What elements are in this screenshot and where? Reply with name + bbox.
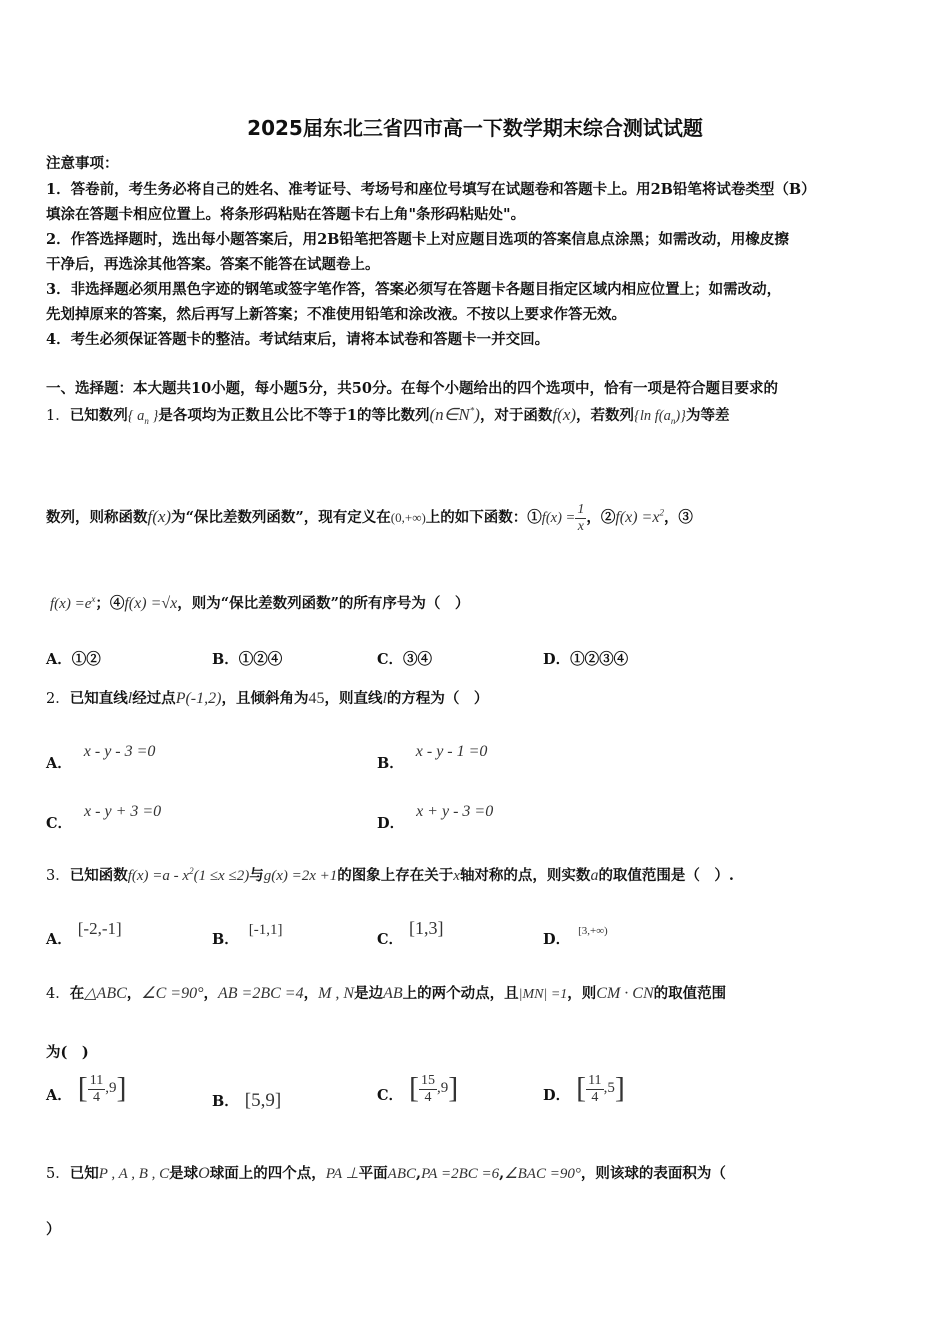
option-d[interactable]: D．①②③④ (543, 651, 629, 668)
option-c[interactable]: C．③④ (377, 651, 433, 668)
option-d[interactable]: D．x + y - 3 =0 (377, 803, 494, 832)
page-title: 2025届东北三省四市高一下数学期末综合测试试题 (247, 116, 703, 140)
option-d[interactable]: D． [3,+∞) (543, 925, 608, 948)
option-d[interactable]: D． [ $\frac{11}{4}$ ,5] (543, 1072, 625, 1105)
math-domain: (0,+∞) (390, 509, 426, 525)
section-heading: 一、选择题：本大题共10小题，每小题5分，共50分。在每个小题给出的四个选项中，恰有一项是符合题目要求的 (46, 380, 778, 397)
math-f3: $f(x) =e^x$ (50, 594, 96, 612)
math-seq: { $a_n$ } (127, 408, 159, 426)
option-b[interactable]: B．[-1,1] (212, 922, 283, 948)
option-c[interactable]: C．[1,3] (377, 918, 444, 948)
math-g: g(x) =2x +1 (263, 868, 338, 884)
option-b[interactable]: B．①②④ (212, 651, 283, 668)
math-fx: f(x) (552, 405, 577, 424)
math-f1: f(x) = $\frac{1}{x}$ (541, 502, 585, 534)
math-lnseq: {ln $f(a_n)$} (634, 408, 686, 426)
math-dot-product: CM · CN (596, 985, 654, 1002)
math-cond: (n∈N*) (429, 405, 480, 424)
option-a[interactable]: A． [ $\frac{11}{4}$ ,9] (46, 1072, 127, 1105)
question-1-cont: $f(x) =e^x$；④f(x) =√x，则为“保比差数列函数”的所有序号为（ ） (50, 594, 470, 612)
math-fx: f(x) (147, 506, 172, 526)
math-f: $f(x) =a - x^2(1 \le x \le 2)$ (127, 866, 250, 884)
option-b[interactable]: B． [5,9] (212, 1090, 282, 1111)
option-a[interactable]: A．x - y - 3 =0 (46, 743, 156, 772)
notice-line: 干净后，再选涂其他答案。答案不能答在试题卷上。 (46, 256, 380, 273)
question-2: 2．已知直线l经过点P(-1,2)，且倾斜角为45，则直线l的方程为（ ） (46, 690, 489, 707)
option-a[interactable]: A．①② (46, 651, 101, 668)
notice-line: 填涂在答题卡相应位置上。将条形码粘贴在答题卡右上角"条形码粘贴处"。 (46, 206, 526, 223)
math-angle: 45 (308, 690, 325, 707)
notice-line: 1．答卷前，考生务必将自己的姓名、准考证号、考场号和座位号填写在试题卷和答题卡上。用2B铅笔将试卷类型（B） (46, 181, 816, 198)
question-4-cont: 为( ) (46, 1044, 89, 1061)
option-a[interactable]: A．[-2,-1] (46, 919, 122, 948)
notice-heading: 注意事项： (46, 155, 119, 172)
question-5-cont: ） (46, 1221, 61, 1238)
question-number: 1． (46, 408, 70, 424)
question-1-cont: 数列，则称函数f(x)为“保比差数列函数”，现有定义在(0,+∞)上的如下函数：①f(x) = $\frac{1}{x}$ ，②f(x) $=x^2$，③ (46, 502, 693, 534)
question-4: 4．在△ABC，∠C =90°，AB =2BC =4，M , N是边AB上的两个动点，且|MN| =1，则CM · CN的取值范围 (46, 985, 727, 1002)
math-f2: $f(x) =x^2$ (615, 507, 664, 526)
notice-line: 先划掉原来的答案，然后再写上新答案；不准使用铅笔和涂改液。不按以上要求作答无效。 (46, 306, 626, 323)
option-c[interactable]: C．x - y + 3 =0 (46, 803, 162, 832)
question-number: 3． (46, 868, 70, 884)
question-1: 1．已知数列{ $a_n$ }是各项均为正数且公比不等于1的等比数列(n∈N*)，对于函数f(x)，若数列{ln $f(a_n)$}为等差 (46, 405, 730, 426)
question-number: 2． (46, 691, 70, 707)
question-5: 5．已知P , A , B , C是球O球面上的四个点，PA ⊥平面ABC,PA =2BC =6,∠BAC =90°，则该球的表面积为（ (46, 1165, 726, 1182)
notice-line: 4．考生必须保证答题卡的整洁。考试结束后，请将本试卷和答题卡一并交回。 (46, 331, 550, 348)
option-b[interactable]: B．x - y - 1 =0 (377, 743, 488, 772)
question-number: 4． (46, 986, 70, 1002)
notice-line: 2．作答选择题时，选出每小题答案后，用2B铅笔把答题卡上对应题目选项的答案信息点涂黑；如需改动，用橡皮擦 (46, 231, 789, 248)
math-f4: f(x) =√x (124, 595, 178, 612)
question-3: 3．已知函数$f(x) =a - x^2(1 \le x \le 2)$与g(x) =2x +1的图象上存在关于x轴对称的点，则实数a的取值范围是（ ）. (46, 866, 734, 884)
math-point: P(-1,2) (175, 690, 222, 707)
question-number: 5． (46, 1166, 70, 1182)
notice-line: 3．非选择题必须用黑色字迹的钢笔或签字笔作答，答案必须写在答题卡各题目指定区域内相应位置上；如需改动， (46, 281, 782, 298)
option-c[interactable]: C． [ $\frac{15}{4}$ ,9] (377, 1072, 459, 1105)
math-triangle: △ABC (84, 985, 127, 1002)
